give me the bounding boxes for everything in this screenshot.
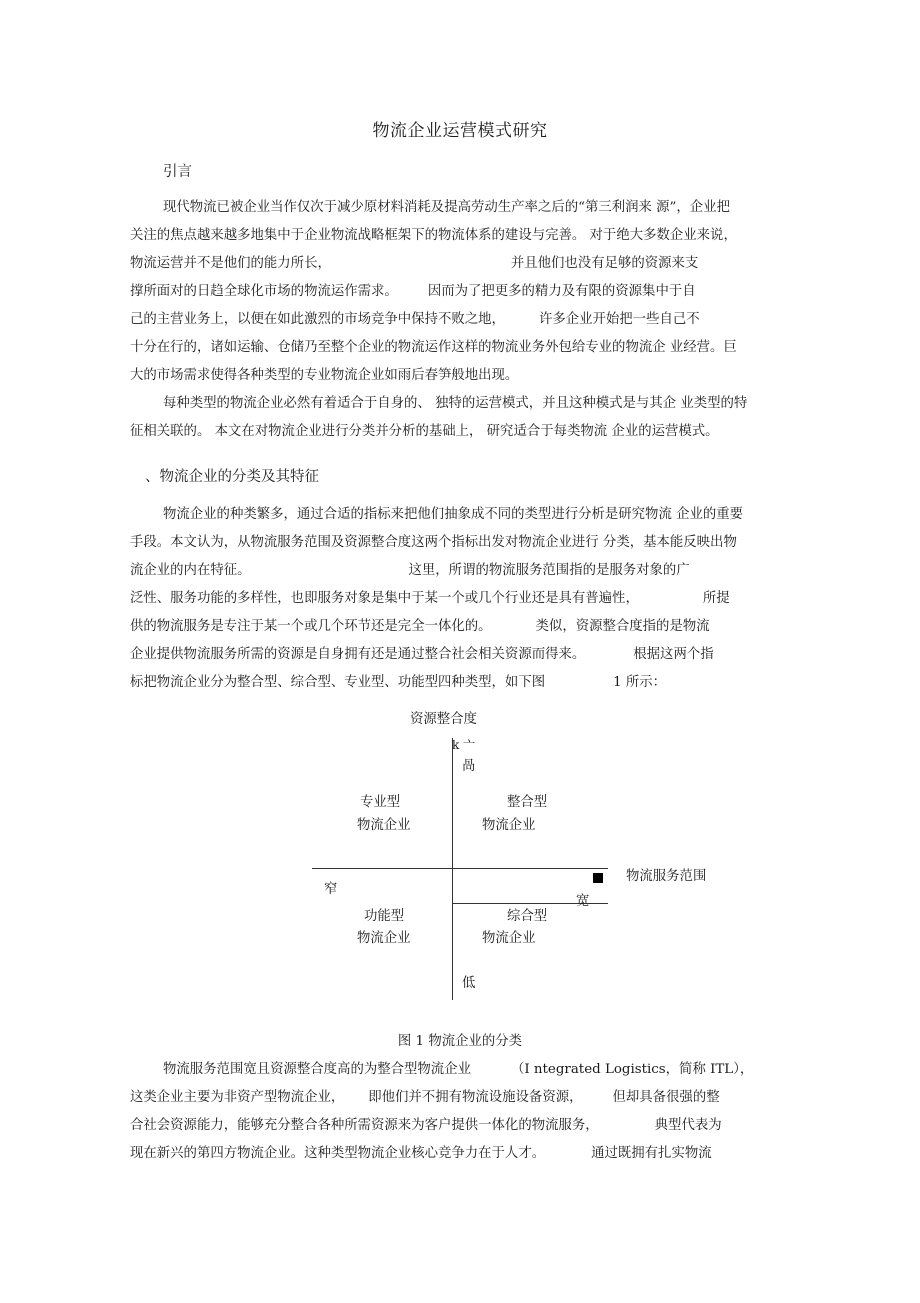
paragraph-line: [130, 338, 737, 358]
paragraph-line: [130, 310, 700, 330]
y-axis-low-label: 低: [462, 976, 476, 991]
y-axis-line: [452, 738, 453, 1000]
text-run: 典型代表为: [654, 1118, 722, 1133]
quadrant-top-left-type: 专业型: [360, 795, 401, 810]
paragraph-line: [130, 254, 698, 274]
text-run: 这类企业主要为非资产型物流企业，: [130, 1090, 345, 1105]
paragraph-line: [130, 561, 690, 581]
paragraph-line: [130, 1116, 722, 1136]
text-run: 手段。本文认为，从物流服务范围及资源整合度这两个指标出发对物流企业进行 分类，基本能反映出物: [130, 535, 737, 550]
text-run: （I ntegrated Logistics，简称 ITL），: [510, 1062, 754, 1077]
text-run: 每种类型的物流企业必然有着适合于自身的、 独特的运营模式，并且这种模式是与其企 业类型的特: [163, 396, 748, 411]
text-run: 物流企业的种类繁多，通过合适的指标来把他们抽象成不同的类型进行分析是研究物流 企业的重要: [163, 507, 744, 522]
axis-arrow-marker: [593, 873, 603, 883]
text-run: 关注的焦点越来越多地集中于企业物流战略框架下的物流体系的建设与完善。 对于绝大多数企业来说，: [130, 228, 737, 243]
text-run: 大的市场需求使得各种类型的专业物流企业如雨后春笋般地出现。: [130, 368, 519, 383]
paragraph-line: [130, 226, 737, 246]
paragraph-line: [130, 617, 710, 637]
paragraph-line: [130, 1144, 712, 1164]
quadrant-bottom-right-type: 综合型: [507, 909, 548, 924]
text-run: 泛性、服务功能的多样性，也即服务对象是集中于某一个或几个行业还是具有普遍性，: [130, 591, 639, 606]
text-run: 类似，资源整合度指的是物流: [535, 619, 710, 634]
text-run: 十分在行的，诸如运输、仓储乃至整个企业的物流运作这样的物流业务外包给专业的物流企 业经营。巨: [130, 340, 737, 355]
quadrant-top-right-label: 物流企业: [482, 818, 536, 833]
paragraph-line: [130, 366, 518, 386]
text-run: 因而为了把更多的精力及有限的资源集中于自: [427, 284, 696, 299]
text-run: 这里，所谓的物流服务范围指的是服务对象的广: [408, 563, 690, 578]
paragraph-line: [130, 1088, 720, 1108]
paragraph-line: [163, 505, 743, 525]
text-run: 征相关联的。 本文在对物流企业进行分类并分析的基础上， 研究适合于每类物流 企业的运营模式。: [130, 424, 719, 439]
paragraph-line: [163, 394, 747, 414]
x-axis-title: 物流服务范围: [626, 869, 707, 884]
text-run: 现在新兴的第四方物流企业。这种类型物流企业核心竞争力在于人才。: [130, 1146, 546, 1161]
text-run: 撑所面对的日趋全球化市场的物流运作需求。: [130, 284, 398, 299]
text-run: 所提: [702, 591, 730, 606]
quadrant-top-right-type: 整合型: [507, 795, 548, 810]
text-run: 流企业的内在特征。: [130, 563, 251, 578]
paragraph-line: [163, 1060, 753, 1080]
text-run: 己的主营业务上，以便在如此激烈的市场竞争中保持不败之地，: [130, 312, 505, 327]
x-axis-narrow-label: 窄: [324, 882, 338, 897]
paragraph-line: [163, 198, 730, 218]
quadrant-bottom-right-label: 物流企业: [482, 931, 536, 946]
paragraph-line: [130, 282, 696, 302]
text-run: 并且他们也没有足够的资源来支: [510, 256, 699, 271]
text-run: 通过既拥有扎实物流: [591, 1146, 712, 1161]
paragraph-line: [130, 673, 666, 693]
intro-heading: 引言: [163, 164, 192, 180]
text-run: 合社会资源能力，能够充分整合各种所需资源来为客户提供一体化的物流服务，: [130, 1118, 599, 1133]
text-run: 现代物流已被企业当作仅次于减少原材料消耗及提高劳动生产率之后的“第三利润来 源”，企业把: [163, 200, 730, 215]
text-run: 标把物流企业分为整合型、综合型、专业型、功能型四种类型，如下图: [130, 675, 546, 690]
text-run: 供的物流服务是专注于某一个或几个环节还是完全一体化的。: [130, 619, 492, 634]
section-heading: 、物流企业的分类及其特征: [145, 469, 319, 485]
paragraph-line: [130, 589, 730, 609]
paragraph-line: [130, 533, 737, 553]
y-axis-title: 资源整合度: [410, 712, 477, 727]
x-axis-wide-label: 宽: [576, 894, 590, 909]
y-axis-high-label: 咼: [462, 759, 476, 774]
paragraph-line: [130, 645, 714, 665]
figure-caption: 图 1 物流企业的分类: [397, 1034, 523, 1049]
text-run: 许多企业开始把一些自己不: [538, 312, 700, 327]
text-run: 物流运营并不是他们的能力所长，: [130, 256, 331, 271]
quadrant-top-left-label: 物流企业: [357, 818, 411, 833]
document-title: 物流企业运营模式研究: [372, 121, 548, 141]
text-run: 但却具备很强的整: [612, 1090, 720, 1105]
quadrant-bottom-left-label: 物流企业: [357, 931, 411, 946]
text-run: 根据这两个指: [633, 647, 714, 662]
paragraph-line: [130, 422, 719, 442]
text-run: 物流服务范围宽且资源整合度高的为整合型物流企业: [163, 1062, 471, 1077]
text-run: 企业提供物流服务所需的资源是自身拥有还是通过整合社会相关资源而得来。: [130, 647, 586, 662]
text-run: 1 所示：: [613, 675, 667, 690]
text-run: 即他们并不拥有物流设施设备资源，: [368, 1090, 583, 1105]
x-axis-line: [312, 868, 608, 869]
quadrant-bottom-left-type: 功能型: [364, 909, 405, 924]
y-axis-arrow-glyph: k 亠: [452, 738, 476, 752]
